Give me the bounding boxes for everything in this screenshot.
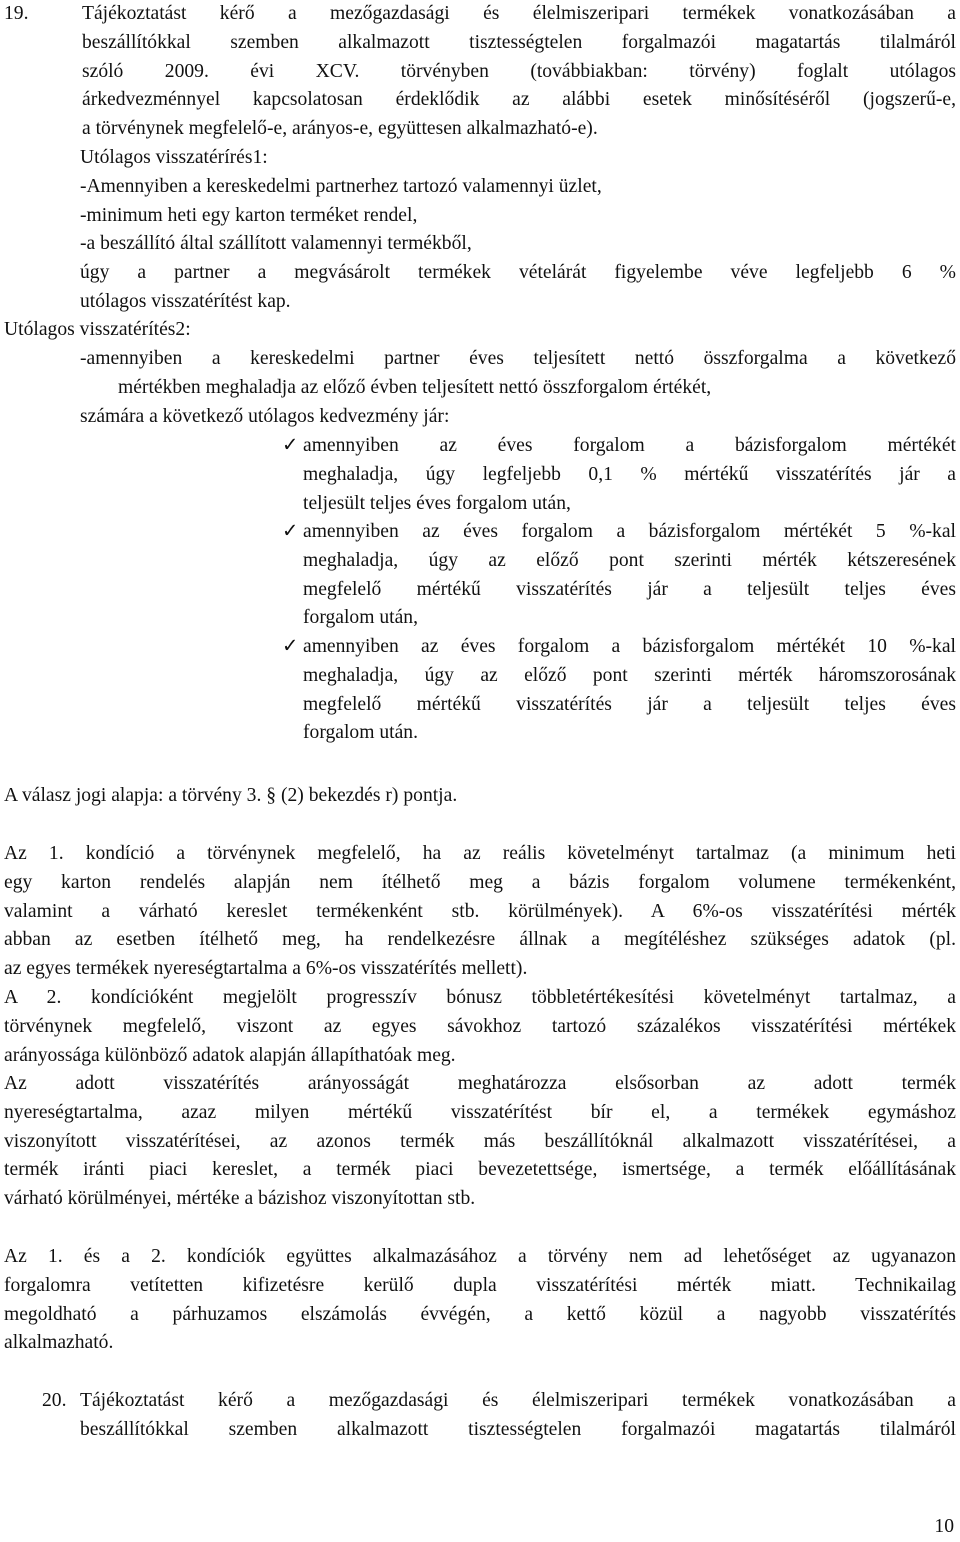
question-19-text xyxy=(82,0,956,144)
paragraph-line: Az 1. és a 2. kondíciók együttes alkalmazásához a törvény nem ad lehetőséget az ugyanazon xyxy=(4,1246,956,1267)
rebate-2-condition-end xyxy=(80,403,956,432)
paragraph-line: abban az esetben ítélhető meg, ha rendelkezésre állnak a megítéléshez szükséges adatok (pl. xyxy=(4,929,956,951)
bullet-line: teljesült teljes éves forgalom után, xyxy=(303,492,571,514)
answer-paragraph-4 xyxy=(4,1243,956,1358)
text-line: beszállítókkal szemben alkalmazott tisztességtelen forgalmazói magatartás tilalmáról xyxy=(80,1418,956,1440)
paragraph-line: forgalomra vetítetten kifizetésre kerülő dupla visszatérítési mérték miatt. Technikailag xyxy=(4,1274,956,1296)
question-20-text xyxy=(80,1387,956,1445)
rebate-2-title-text: Utólagos visszatérítés2: xyxy=(4,319,191,340)
bullet-line: amennyiben az éves forgalom a bázisforgalom mértékét xyxy=(303,435,956,456)
paragraph-line: egy karton rendelés alapján nem ítélhető meg a bázis forgalom volumene termékenként, xyxy=(4,871,956,893)
answer-paragraph-2 xyxy=(4,984,956,1070)
condition-line: -amennyiben a kereskedelmi partner éves teljesített nettó összforgalma a következő xyxy=(80,348,956,369)
answer-paragraph-1 xyxy=(4,840,956,984)
paragraph-line: várható körülményei, mértéke a bázishoz viszonyítottan stb. xyxy=(4,1188,476,1210)
rebate-1-conclusion: utólagos visszatérítést kap. xyxy=(80,290,291,312)
paragraph-line: arányossága különböző adatok alapján állapíthatóak meg. xyxy=(4,1044,456,1066)
page-number: 10 xyxy=(934,1516,954,1537)
bullet-line: megfelelő mértékű visszatérítés jár a teljesült teljes éves xyxy=(303,578,956,600)
rebate-1-conclusion: úgy a partner a megvásárolt termékek vételárát figyelembe véve legfeljebb 6 % xyxy=(80,262,956,284)
answer-paragraph-3 xyxy=(4,1070,956,1214)
text-line: szóló 2009. évi XCV. törvényben (továbbiakban: törvény) foglalt utólagos xyxy=(82,60,956,82)
paragraph-line: megoldható a párhuzamos elszámolás évvégén, a kettő közül a nagyobb visszatérítés xyxy=(4,1303,956,1325)
item-number-19: 19. xyxy=(4,3,29,24)
bullet-3 xyxy=(303,633,956,748)
paragraph-line: viszonyított visszatérítései, az azonos termék más beszállítóknál alkalmazott visszatérítései, a xyxy=(4,1130,956,1152)
paragraph-line: törvénynek megfelelő, viszont az egyes sávokhoz tartozó százalékos visszatérítési mértékek xyxy=(4,1015,956,1037)
paragraph-line: A 2. kondícióként megjelölt progresszív bónusz többletértékesítési követelményt tartalmaz, a xyxy=(4,987,956,1008)
bullet-line: forgalom után, xyxy=(303,607,418,629)
bullet-line: amennyiben az éves forgalom a bázisforgalom mértékét 5 %-kal xyxy=(303,521,956,542)
bullet-line: megfelelő mértékű visszatérítés jár a teljesült teljes éves xyxy=(303,693,956,715)
text-line: Tájékoztatást kérő a mezőgazdasági és élelmiszeripari termékek vonatkozásában a xyxy=(82,3,956,24)
legal-basis xyxy=(4,782,944,811)
rebate-1-title: Utólagos visszatérírés1: xyxy=(80,147,268,168)
legal-basis-text: A válasz jogi alapja: a törvény 3. § (2) bekezdés r) pontja. xyxy=(4,785,458,806)
rebate-1-item: -a beszállító által szállított valamennyi termékből, xyxy=(80,233,472,255)
bullet-line: meghaladja, úgy az előző pont szerinti mérték háromszorosának xyxy=(303,664,956,686)
text-line: a törvénynek megfelelő-e, arányos-e, együttesen alkalmazható-e). xyxy=(82,118,598,140)
bullet-2 xyxy=(303,518,956,633)
check-icon: ✓ xyxy=(282,435,299,456)
rebate-2-title xyxy=(4,316,904,345)
bullet-line: forgalom után. xyxy=(303,722,418,744)
paragraph-line: alkalmazható. xyxy=(4,1332,114,1354)
bullet-line: meghaladja, úgy az előző pont szerinti mérték kétszeresének xyxy=(303,549,956,571)
paragraph-line: Az adott visszatérítés arányosságát meghatározza elsősorban az adott termék xyxy=(4,1073,956,1094)
condition-line: számára a következő utólagos kedvezmény jár: xyxy=(80,406,450,427)
rebate-1-item: -Amennyiben a kereskedelmi partnerhez tartozó valamennyi üzlet, xyxy=(80,175,602,197)
item-number-20: 20. xyxy=(42,1390,67,1411)
rebate-2-condition-cont xyxy=(118,374,956,403)
rebate-1-section xyxy=(80,144,956,317)
paragraph-line: Az 1. kondíció a törvénynek megfelelő, ha az reális követelményt tartalmaz (a minimum heti xyxy=(4,843,956,864)
text-line: Tájékoztatást kérő a mezőgazdasági és élelmiszeripari termékek vonatkozásában a xyxy=(80,1390,956,1411)
check-icon: ✓ xyxy=(282,636,299,657)
bullet-line: meghaladja, úgy legfeljebb 0,1 % mértékű visszatérítés jár a xyxy=(303,463,956,485)
bullet-1 xyxy=(303,432,956,518)
paragraph-line: az egyes termékek nyereségtartalma a 6%-os visszatérítés mellett). xyxy=(4,958,528,980)
check-icon: ✓ xyxy=(282,521,299,542)
text-line: árkedvezménnyel kapcsolatosan érdeklődik az alábbi esetek minősítéséről (jogszerű-e, xyxy=(82,89,956,111)
rebate-2-condition xyxy=(80,345,956,374)
paragraph-line: valamint a várható kereslet termékenként stb. körülmények). A 6%-os visszatérítési mérték xyxy=(4,900,956,922)
rebate-1-item: -minimum heti egy karton terméket rendel, xyxy=(80,204,418,226)
paragraph-line: termék iránti piaci kereslet, a termék piaci bevezetettsége, ismertsége, a termék előállításának xyxy=(4,1159,956,1181)
text-line: beszállítókkal szemben alkalmazott tisztességtelen forgalmazói magatartás tilalmáról xyxy=(82,31,956,53)
paragraph-line: nyereségtartalma, azaz milyen mértékű visszatérítést bír el, a termékek egymáshoz xyxy=(4,1101,956,1123)
bullet-line: amennyiben az éves forgalom a bázisforgalom mértékét 10 %-kal xyxy=(303,636,956,657)
condition-line: mértékben meghaladja az előző évben teljesített nettó összforgalom értékét, xyxy=(118,377,712,398)
